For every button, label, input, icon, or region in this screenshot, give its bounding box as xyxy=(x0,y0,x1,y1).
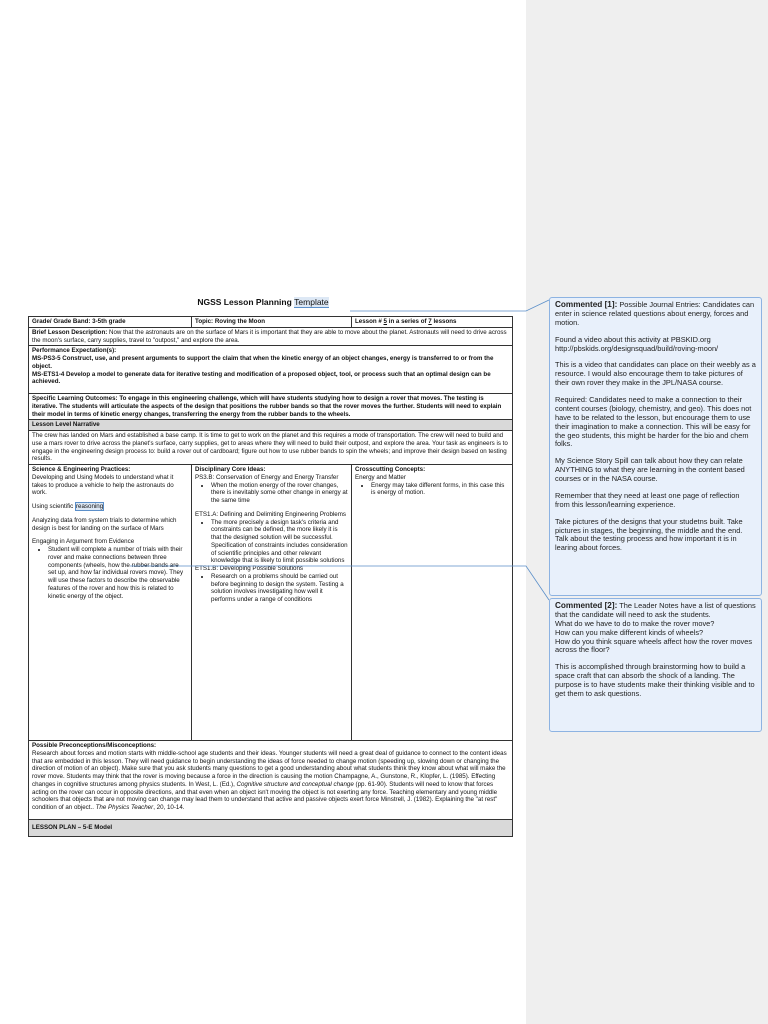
title-highlighted-word[interactable]: Template xyxy=(294,297,329,307)
lesson-total: 7 xyxy=(428,318,432,325)
list-item: • The more precisely a design task's criteria and constraints can be defined, the more likely it is that the designed solution will be successful. Specification of constraints includes consideration of scientific principles and other relevant knowledge that is likely to limit possible solutions xyxy=(211,519,348,566)
list-item: • Student will complete a number of trials with their rover and make connections between three components (wheels, how the rubber bands are set up, and how far individual rovers move). They will use these factors to describe the observable features of the rover and how this is related to kinetic energy of the object. xyxy=(48,546,188,600)
grade-cell: Grade/ Grade Band: 3-5th grade xyxy=(29,317,192,328)
title-text: NGSS Lesson Planning xyxy=(197,297,295,307)
pe-ps3-5: MS-PS3-5 Construct, use, and present arguments to support the claim that when the kinetic energy of an object changes, energy is transferred to or from the object. xyxy=(32,355,494,370)
list-item: • Research on a problems should be carried out before beginning to design the system. Testing a solution involves investigating how well it performs under a range of conditions xyxy=(211,573,348,604)
narrative-header: Lesson Level Narrative xyxy=(29,420,513,431)
list-item: • When the motion energy of the rover changes, there is inevitably some other change in energy at the same time xyxy=(211,482,348,505)
core-ideas-cell: Disciplinary Core Ideas: PS3.B: Conservation of Energy and Energy Transfer • When the motion energy of the rover changes, there is inevitably some other change in energy at the same time ETS1.A: Defining and Delimiting Engineering Problems • The more precisely a design task's criteria and constraints can be defined, the more likely it is that the designed solution will be successful. Specification of constraints includes consideration of scientific principles and other relevant knowledge that is likely to limit possible solutions ETS1.B: Developing Possible Solutions • Research on a problems should be carried out before beginning to design the system. Testing a solution involves investigating how well it performs under a range of conditions xyxy=(192,465,352,741)
learning-outcomes-cell: Specific Learning Outcomes: To engage in this engineering challenge, which will have students studying how to design a rover that moves. The testing is iterative. The students will articulate the aspects of the design that positions the rubber bands so that the rover moves the further. Students will need to explain their model in terms of kinetic energy changes, transferring the energy from the rubber bands to the wheels. xyxy=(29,394,513,420)
list-item: • Energy may take different forms, in this case this is energy of motion. xyxy=(371,482,509,498)
comment-balloon-2[interactable]: Commented [2]: The Leader Notes have a list of questions that the candidate will need to ask the students. What do we have to do to make the rover move? How can you make different kinds of wheels? How do you think square wheels affect how the rover moves across the floor? This is accomplished through brainstorming how to build a space craft that can absorb the shock of a landing. The purpose is to have students make their thinking visible and to get them to ask questions. xyxy=(549,598,762,732)
lesson-number: 5 xyxy=(383,318,387,325)
performance-expectations-cell: Performance Expectation(s): MS-PS3-5 Construct, use, and present arguments to support the claim that when the kinetic energy of an object changes, energy is transferred to or from the object. MS-ETS1-4 Develop a model to generate data for iterative testing and modification of a proposed object, tool, or process such that an optimal design can be achieved. xyxy=(29,346,513,394)
narrative-cell: The crew has landed on Mars and established a base camp. It is time to get to work on the planet and this requires a mode of transportation. The crew will need to build and use a mars rover to drive across the planet's surface, carry supplies, get to areas where they will need to build their outpost, and explore the area. Your task as engineers is to engage in the engineering design process to: build a rover out of cardboard; figure out how to use rubber bands to spin the wheels; and improve their design based on testing results. xyxy=(29,431,513,465)
topic-cell: Topic: Roving the Moon xyxy=(192,317,352,328)
pe-ets1-4: MS-ETS1-4 Develop a model to generate data for iterative testing and modification of a proposed object, tool, or process such that an optimal design can be achieved. xyxy=(32,370,491,386)
lesson-plan-model-header: LESSON PLAN – 5-E Model xyxy=(29,819,513,836)
comment-2-connector xyxy=(130,566,549,600)
comment-1-connector xyxy=(350,300,549,311)
preconceptions-cell: Possible Preconceptions/Misconceptions: Research about forces and motion starts with middle-school age students and their ideas. Younger students will need a great deal of guidance to connect to the content ideas that are embedded in this lesson. They will need guidance to begin understanding the ideas of force needed to change motion (speeding up, slowing down or changing the direction of motion of an object). Make sure that you ask students many questions to get a good understanding about what students think they know about what will make the rover move. Students may think that the rover is moving because a force in the direction is causing the motion Champagne, A., Gunstone, R., Klopfer, L. (1985). Effecting changes in cognitive structures among physics students. In West, L. (Ed.), Cognitive structure and conceptual change (pp. 61-90). Students will need to know that forces acting on the rover can occur in opposite directions, and that even when an object isn't moving the object is not exerting any force. Teaching elementary and young middle schoolers that objects that are not moving can change may lead them to understand that active and passive objects exert force Minstrell, J. (1982). Explaining the "at rest" condition of an object.. The Physics Teacher, 20, 10-14. xyxy=(29,741,513,820)
comment-balloon-1[interactable]: Commented [1]: Possible Journal Entries: Candidates can enter in science related questions about energy, forces and motion. Found a video about this activity at PBSKID.org http://pbskids.org/designsquad/build/roving-moon/ This is a video that candidates can place on their weebly as a resource. I would also encourage them to take pictures of their own rover they make in the JPL/NASA course. Required: Candidates need to make a connection to their content courses (biology, chemistry, and geo). This does not have to be related to the lesson, but encourage them to use their imagination to make a connection. This will be easy for the geo students, this might be harder for the bio and chem folks. My Science Story Spill can talk about how they can relate ANYTHING to what they are learning in the content based courses or in the NASA course. Remember that they need at least one page of reflection from this lesson/learning experience. Take pictures of the designs that your studetns built. Take pictures in stages, the beginning, the middle and the end. Talk about the testing process and how important it is in learing about forces. xyxy=(549,297,762,596)
crosscutting-cell: Crosscutting Concepts: Energy and Matter • Energy may take different forms, in this case this is energy of motion. xyxy=(352,465,513,741)
reasoning-comment-anchor[interactable]: reasoning xyxy=(75,503,104,510)
brief-description-cell: Brief Lesson Description: Now that the astronauts are on the surface of Mars it is important that they are able to move about the planet. Astronauts will need to drive across the moon's surface, carry supplies, travel to "outpost," and explore the area. xyxy=(29,327,513,346)
practices-cell: Science & Engineering Practices: Developing and Using Models to understand what it takes to produce a vehicle to help the astronauts do work. Using scientific reasoning Analyzing data from system trials to determine which design is best for landing on the surface of Mars Engaging in Argument from Evidence • Student will complete a number of trials with their rover and make connections between three components (wheels, how the rubber bands are set up, and how far individual rovers move). They will use these factors to describe the observable features of the rover and how this is related to kinetic energy of the object. xyxy=(29,465,192,741)
lesson-number-cell: Lesson # 5 in a series of 7 lessons xyxy=(352,317,513,328)
